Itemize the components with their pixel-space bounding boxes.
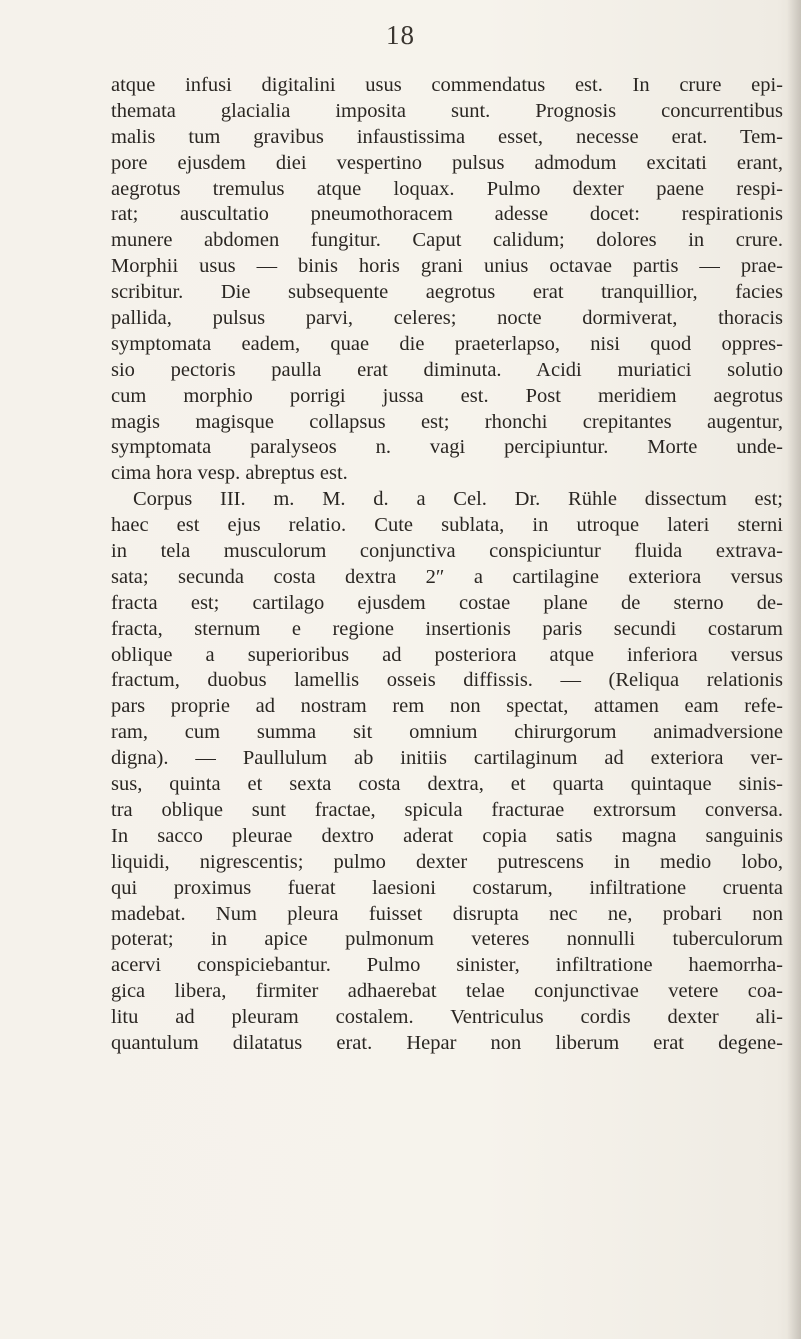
- text-line: litu ad pleuram costalem. Ventriculus cordis dexter ali-: [111, 1006, 783, 1029]
- text-line: digna). — Paullulum ab initiis cartilaginum ad exteriora ver-: [111, 747, 783, 770]
- text-line: symptomata paralyseos n. vagi percipiuntur. Morte unde-: [111, 436, 783, 459]
- text-line: scribitur. Die subsequente aegrotus erat tranquillior, facies: [111, 281, 783, 304]
- text-line: madebat. Num pleura fuisset disrupta nec ne, probari non: [111, 902, 783, 925]
- text-line: acervi conspiciebantur. Pulmo sinister, infiltratione haemorrha-: [111, 954, 783, 977]
- text-line: quantulum dilatatus erat. Hepar non liberum erat degene-: [111, 1031, 783, 1054]
- text-line: liquidi, nigrescentis; pulmo dexter putrescens in medio lobo,: [111, 850, 783, 873]
- text-line: In sacco pleurae dextro aderat copia satis magna sanguinis: [111, 824, 783, 847]
- text-line: fracta, sternum e regione insertionis paris secundi costarum: [111, 617, 783, 640]
- text-line: themata glacialia imposita sunt. Prognosis concurrentibus: [111, 99, 783, 122]
- text-line: ram, cum summa sit omnium chirurgorum animadversione: [111, 721, 783, 744]
- text-line: sata; secunda costa dextra 2″ a cartilagine exteriora versus: [111, 565, 783, 588]
- text-line: pore ejusdem diei vespertino pulsus admodum excitati erant,: [111, 151, 783, 174]
- text-line: rat; auscultatio pneumothoracem adesse docet: respirationis: [111, 203, 783, 226]
- text-line: munere abdomen fungitur. Caput calidum; dolores in crure.: [111, 229, 783, 252]
- text-line: fracta est; cartilago ejusdem costae plane de sterno de-: [111, 591, 783, 614]
- text-line: haec est ejus relatio. Cute sublata, in utroque lateri sterni: [111, 514, 783, 537]
- page-edge-shadow: [787, 0, 801, 1339]
- text-line: sio pectoris paulla erat diminuta. Acidi muriatici solutio: [111, 358, 783, 381]
- text-line: oblique a superioribus ad posteriora atque inferiora versus: [111, 643, 783, 666]
- text-line: poterat; in apice pulmonum veteres nonnulli tuberculorum: [111, 928, 783, 951]
- text-line: qui proximus fuerat laesioni costarum, infiltratione cruenta: [111, 876, 783, 899]
- text-line: aegrotus tremulus atque loquax. Pulmo dexter paene respi-: [111, 177, 783, 200]
- text-line: pars proprie ad nostram rem non spectat, attamen eam refe-: [111, 695, 783, 718]
- text-line: magis magisque collapsus est; rhonchi crepitantes augentur,: [111, 410, 783, 433]
- page-number: 18: [386, 20, 415, 50]
- text-line: gica libera, firmiter adhaerebat telae conjunctivae vetere coa-: [111, 980, 783, 1003]
- text-line: Corpus III. m. M. d. a Cel. Dr. Rühle dissectum est;: [133, 488, 783, 511]
- text-line: atque infusi digitalini usus commendatus est. In crure epi-: [111, 74, 783, 96]
- text-line: symptomata eadem, quae die praeterlapso, nisi quod oppres-: [111, 332, 783, 355]
- text-line: in tela musculorum conjunctiva conspiciuntur fluida extrava-: [111, 540, 783, 563]
- body-text: [111, 73, 783, 1057]
- text-line: malis tum gravibus infaustissima esset, necesse erat. Tem-: [111, 125, 783, 148]
- text-line: pallida, pulsus parvi, celeres; nocte dormiverat, thoracis: [111, 307, 783, 330]
- text-line: cum morphio porrigi jussa est. Post meridiem aegrotus: [111, 384, 783, 407]
- text-line: sus, quinta et sexta costa dextra, et quarta quintaque sinis-: [111, 773, 783, 796]
- text-line: cima hora vesp. abreptus est.: [111, 462, 348, 485]
- text-line: Morphii usus — binis horis grani unius octavae partis — prae-: [111, 255, 783, 278]
- text-line: fractum, duobus lamellis osseis diffissis. — (Reliqua relationis: [111, 669, 783, 692]
- text-line: tra oblique sunt fractae, spicula fracturae extrorsum conversa.: [111, 798, 783, 821]
